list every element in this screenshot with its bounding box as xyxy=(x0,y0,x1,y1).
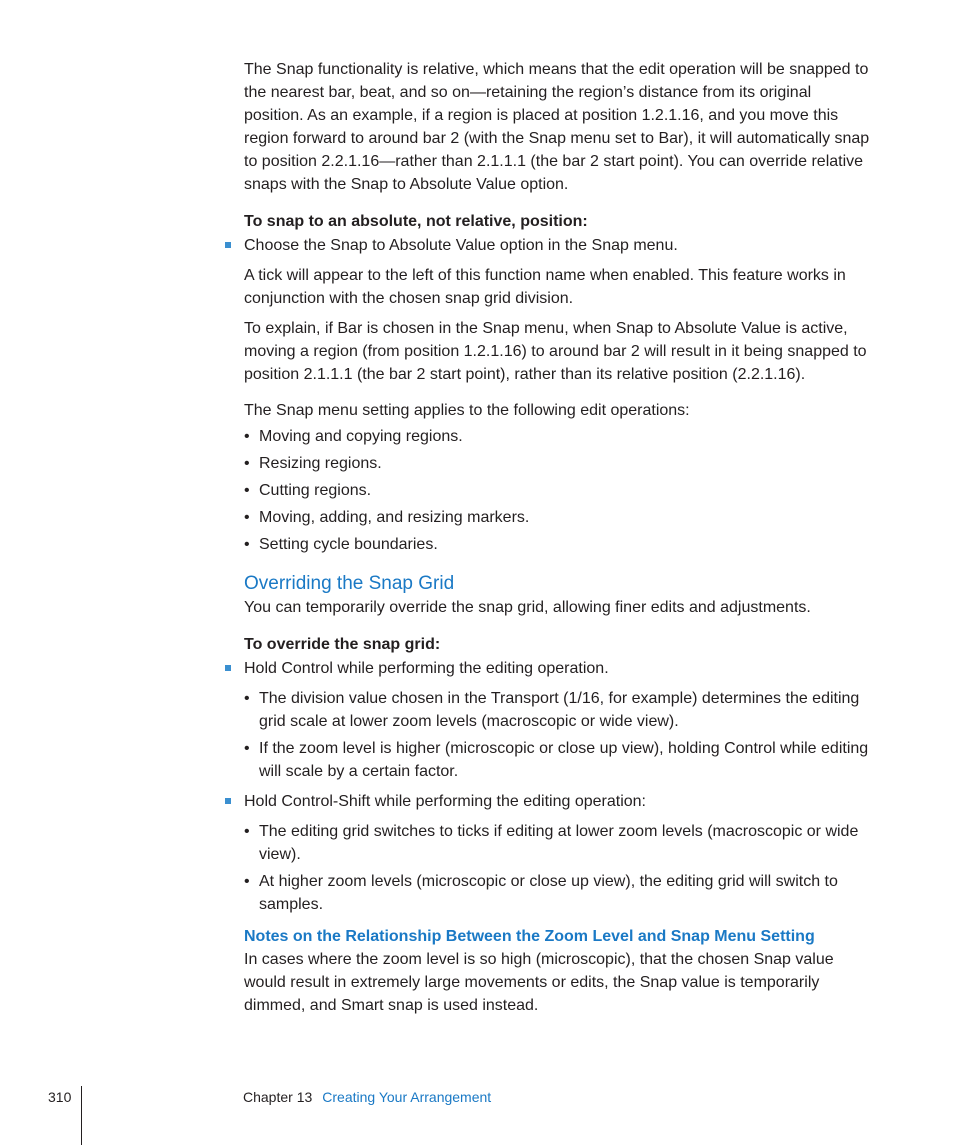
intro-paragraph: The Snap functionality is relative, which means that the edit operation will be snapped to the nearest bar, beat, and so on—retaining the region’s distance from its original position. As an example, if a region is placed at position 1.2.1.16, and you move this region forward to around bar 2 (with the Snap menu set to Bar), it will automatically snap to position 2.2.1.16—rather than 2.1.1.1 (the bar 2 start point). You can override relative snaps with the Snap to Absolute Value option. xyxy=(244,61,870,193)
list-item: • At higher zoom levels (microscopic or close up view), the editing grid will switch to samples. xyxy=(244,870,874,916)
absolute-section xyxy=(244,210,874,400)
absolute-step xyxy=(244,234,874,257)
bullet-icon: • xyxy=(244,823,250,840)
override-description: You can temporarily override the snap grid, allowing finer edits and adjustments. xyxy=(244,599,811,616)
list-item: • If the zoom level is higher (microscopic or close up view), holding Control while editing will scale by a certain factor. xyxy=(244,737,874,783)
absolute-step-text: Choose the Snap to Absolute Value option in the Snap menu. xyxy=(244,237,678,254)
footer-divider xyxy=(81,1086,82,1145)
list-item: • Cutting regions. xyxy=(244,479,874,502)
square-bullet-icon xyxy=(225,665,231,671)
page-body xyxy=(244,58,874,210)
list-item: • Resizing regions. xyxy=(244,452,874,475)
bullet-icon: • xyxy=(244,740,250,757)
list-item: • Moving, adding, and resizing markers. xyxy=(244,506,874,529)
bullet-icon: • xyxy=(244,690,250,707)
notes-text: In cases where the zoom level is so high (microscopic), that the chosen Snap value would result in extremely large movements or edits, the Snap value is temporarily dimmed, and Smart snap is used instead. xyxy=(244,951,834,1014)
absolute-note-2: To explain, if Bar is chosen in the Snap menu, when Snap to Absolute Value is active, moving a region (from position 1.2.1.16) to around bar 2 will result in it being snapped to position 2.1.1.1 (the bar 2 start point), rather than its relative position (2.2.1.16). xyxy=(244,320,867,383)
bullet-icon: • xyxy=(244,873,250,890)
bullet-icon: • xyxy=(244,455,250,472)
override-step-2: Hold Control-Shift while performing the editing operation: xyxy=(244,790,874,813)
applies-section xyxy=(244,399,874,560)
applies-intro: The Snap menu setting applies to the following edit operations: xyxy=(244,402,690,419)
list-item: • The editing grid switches to ticks if editing at lower zoom levels (macroscopic or wide view). xyxy=(244,820,874,866)
list-item: • The division value chosen in the Transport (1/16, for example) determines the editing grid scale at lower zoom levels (macroscopic or wide view). xyxy=(244,687,874,733)
notes-section xyxy=(244,925,874,1017)
absolute-task-heading: To snap to an absolute, not relative, position: xyxy=(244,213,588,230)
bullet-icon: • xyxy=(244,428,250,445)
square-bullet-icon xyxy=(225,798,231,804)
override-section xyxy=(244,572,874,920)
list-item: • Moving and copying regions. xyxy=(244,425,874,448)
square-bullet-icon xyxy=(225,242,231,248)
bullet-icon: • xyxy=(244,509,250,526)
footer-chapter xyxy=(243,1086,491,1109)
override-section-title: Overriding the Snap Grid xyxy=(244,573,455,594)
absolute-note-1: A tick will appear to the left of this function name when enabled. This feature works in conjunction with the chosen snap grid division. xyxy=(244,267,846,307)
bullet-icon: • xyxy=(244,482,250,499)
override-step-1: Hold Control while performing the editing operation. xyxy=(244,657,874,680)
bullet-icon: • xyxy=(244,536,250,553)
page-number: 310 xyxy=(48,1089,72,1105)
chapter-label: Chapter 13 xyxy=(243,1089,313,1105)
list-item: • Setting cycle boundaries. xyxy=(244,533,874,556)
chapter-title: Creating Your Arrangement xyxy=(322,1089,492,1105)
notes-section-title: Notes on the Relationship Between the Zoom Level and Snap Menu Setting xyxy=(244,928,815,945)
override-task-heading: To override the snap grid: xyxy=(244,636,441,653)
